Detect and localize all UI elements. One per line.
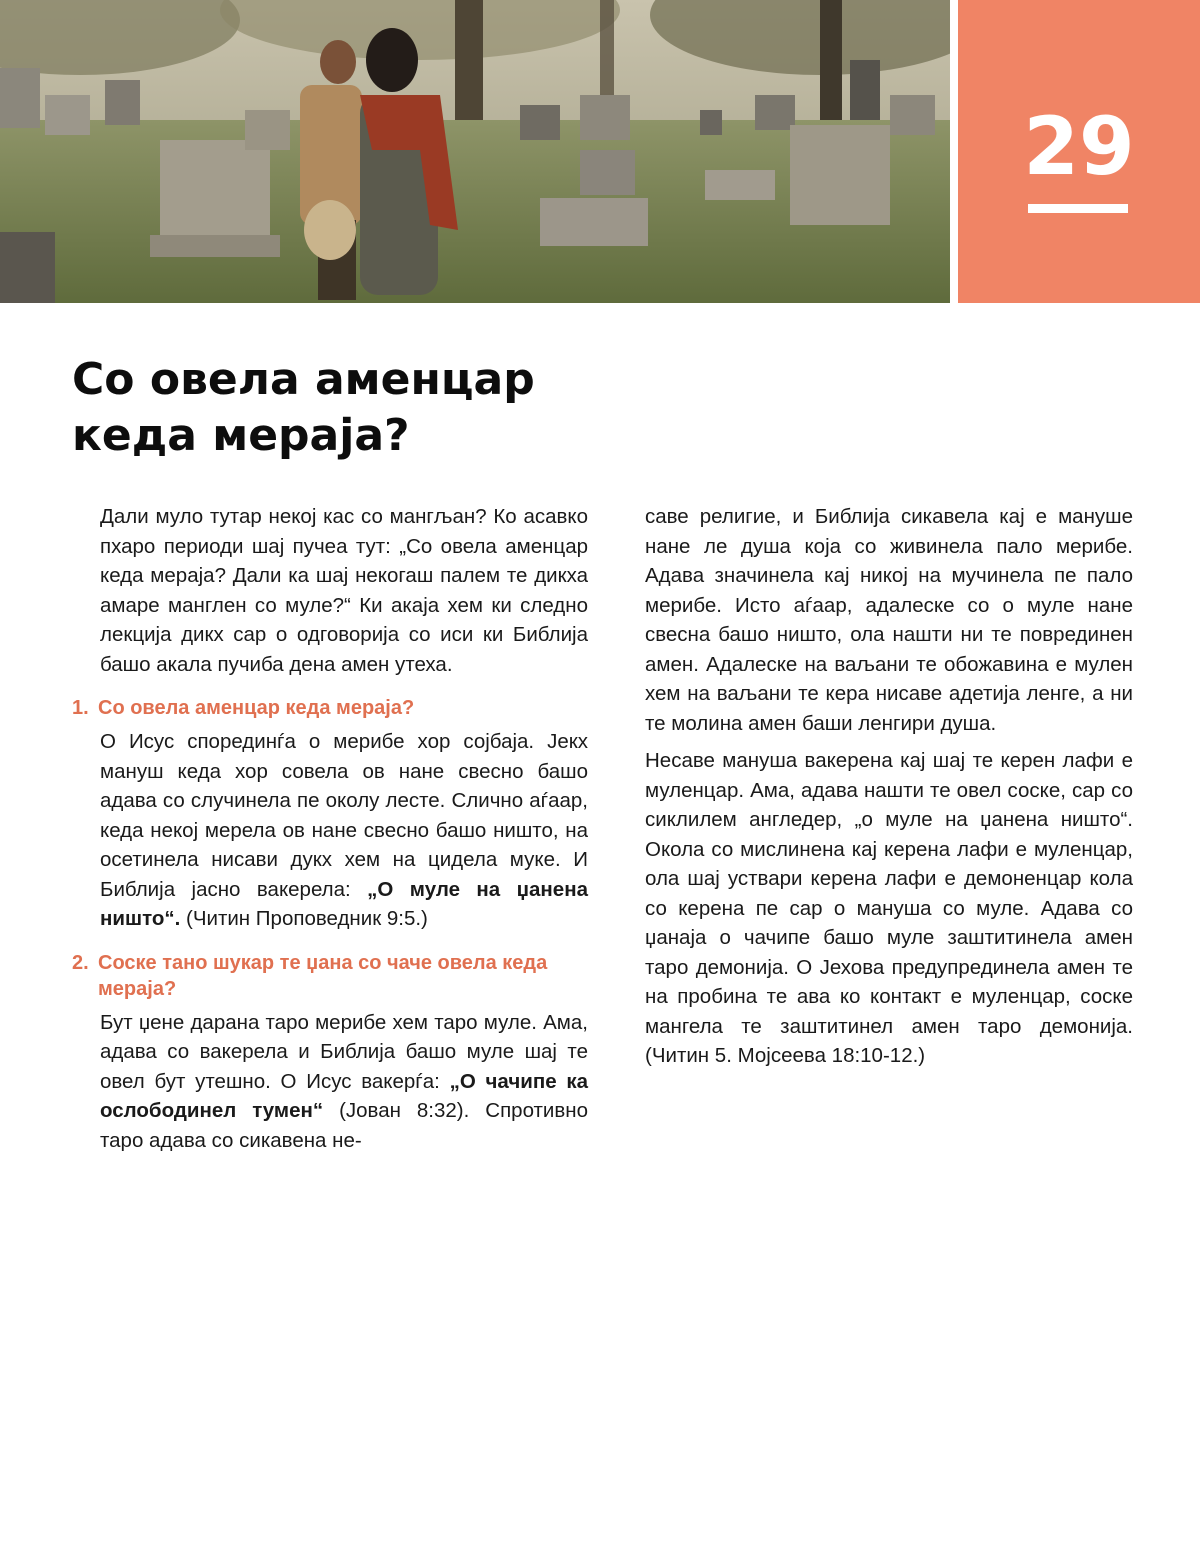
page-title: Со овела аменцар кеда мераја? — [72, 354, 535, 461]
intro-paragraph: Дали муло тутар некој кас со мангљан? Ко асавко пхаро периоди шај пучеа тут: „Со овела аменцар кеда мераја? Дали ка шај некогаш палем те дикха амаре манглен со муле?“ Ки акаја хем ки следно лекција дикх сар о одговорија со иси ки Библија башо акала пучиба дена амен утеха. — [100, 505, 588, 676]
left-column — [72, 502, 588, 1163]
section-1-reference: (Читин Проповедник 9:5.) — [180, 907, 428, 930]
question-number: 1. — [72, 697, 89, 719]
question-text: Соске тано шукар те џана со чаче овела кеда мераја? — [98, 951, 548, 1000]
section-2-text: Бут џене дарана таро мерибе хем таро муле. Ама, адава со вакерела и Библија башо муле шај те овел бут утешно. О Исус вакерѓа: — [100, 1010, 588, 1093]
question-number: 2. — [72, 951, 89, 974]
badge-underline — [1028, 204, 1128, 213]
section-1-text: О Исус спорединѓа о мерибе хор сојбаја. Јекх мануш кеда хор совела ов нане свесно башо адава со случинела пе околу лесте. Слично аѓаар, кеда некој мерела ов нане свесно башо ништо, на оcетинела нисави дукх хем на циделa муке. И Библија јасно вакерела: — [100, 730, 588, 901]
section-1-paragraph — [72, 727, 588, 934]
section-2-quote: „О чачипе ка ослободинел тумен“ — [100, 1069, 588, 1122]
section-1-quote: „О муле на џанена ништо“. — [100, 877, 588, 930]
page-number-badge — [958, 0, 1200, 303]
section-2-paragraph-2: Несаве мануша вакерена кај шај те керен лафи е муленцар. Ама, адава нашти те овел соске, сар со сиклилем англедер, „о муле на џанена ништо“. Окола со мислинена кај керена лафи е муленцар, ола шај уствари керена лафи е демоненцар кола со керена пе сар о мануша со муле. Адава со џанаја о чачипе башо муле заштитинела амен таро демонија. О Јехова предупрединела амен те на пробина те ава ко контакт е муленцар, соске мангела те заштитинел амен таро демонија. (Читин 5. Мојсеева 18:10-12.) — [645, 749, 1133, 1067]
right-column — [645, 502, 1133, 1079]
question-heading-1 — [72, 695, 588, 721]
question-text: Со овела аменцар кеда мераја? — [98, 697, 415, 719]
section-2-continuation: (Јован 8:32). Спротивно таро адава со сикавена не- — [100, 1099, 588, 1152]
section-2-continuation-right: саве религие, и Библија сикавела кај е мануше нане ле душа која со живинела пало мерибе. Адава значинела кај никој на мучинела пе пало мерибе. Исто аѓаар, адалеске со о муле нане свесна башо ништо, ола нашти ни те поврединен амен. Адалеске на ваљани те обожавина е мулен хем на ваљани те кера нисаве адетија ленге, а ни те молина амен баши ленгири душа. — [645, 505, 1133, 735]
section-2-paragraph — [72, 1008, 588, 1156]
cemetery-photo — [0, 0, 950, 303]
question-heading-2 — [72, 950, 588, 1002]
page-number: 29 — [1023, 100, 1135, 193]
